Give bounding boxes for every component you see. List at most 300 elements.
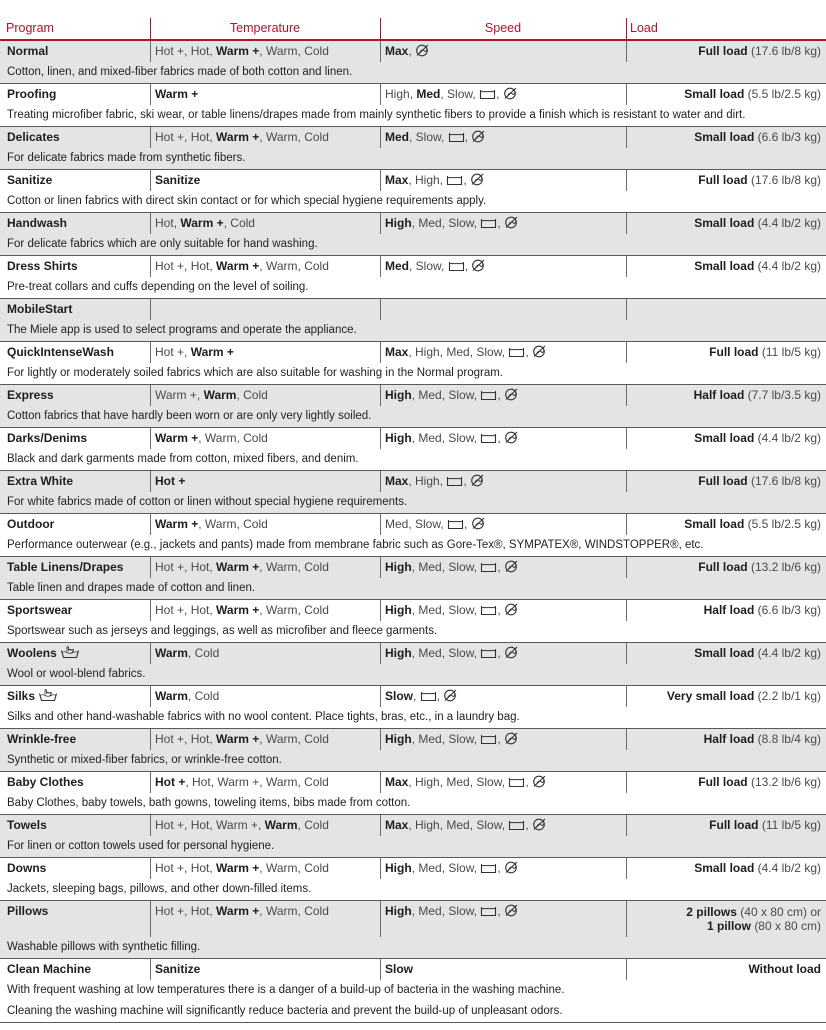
load-label: Full load: [709, 345, 759, 359]
separator-comma: ,: [297, 130, 305, 144]
no-spin-icon: [471, 516, 486, 530]
load-label: Small load: [694, 130, 755, 144]
column-divider: [380, 41, 381, 62]
program-description: Jackets, sleeping bags, pillows, and other down-filled items.: [7, 883, 312, 895]
column-divider: [626, 514, 627, 535]
program-row: [0, 385, 826, 428]
load-label: Small load: [694, 216, 755, 230]
program-temperature: [155, 600, 377, 621]
separator-comma: ,: [259, 560, 266, 574]
speed-option: High: [385, 904, 412, 918]
separator-comma: ,: [408, 818, 416, 832]
temperature-option: Warm +: [216, 732, 260, 746]
temperature-option: Hot: [190, 732, 210, 746]
program-name: [7, 127, 149, 148]
program-description: Pre-treat collars and cuffs depending on the level of soiling.: [7, 281, 309, 293]
separator-comma: ,: [411, 388, 419, 402]
program-name-text: Delicates: [7, 130, 60, 144]
load-label: Full load: [698, 474, 748, 488]
program-name-text: Wrinkle-free: [7, 732, 77, 746]
separator-comma: ,: [209, 904, 217, 918]
temperature-option: Warm: [155, 646, 188, 660]
program-temperature: [155, 342, 377, 363]
temperature-option: Hot: [190, 861, 210, 875]
speed-option: Max: [385, 474, 409, 488]
load-amount: (11 lb/5 kg): [761, 345, 821, 359]
temperature-option: Warm: [204, 431, 237, 445]
temperature-option: Hot: [190, 560, 210, 574]
load-label: Small load: [684, 517, 745, 531]
program-speed: [385, 901, 623, 937]
no-spin-icon: [504, 387, 519, 401]
separator-comma: ,: [411, 646, 419, 660]
program-row: [0, 213, 826, 256]
column-divider: [626, 256, 627, 277]
temperature-option: Warm: [265, 560, 298, 574]
column-divider: [380, 643, 381, 664]
separator-comma: ,: [411, 560, 419, 574]
temperature-option: Warm +: [190, 345, 234, 359]
program-name-text: Sportswear: [7, 603, 73, 617]
program-main-line: [0, 342, 826, 363]
column-divider: [626, 557, 627, 578]
rinse-hold-icon: [420, 690, 437, 702]
load-amount: (4.4 lb/2 kg): [757, 216, 821, 230]
load-amount: (11 lb/5 kg): [761, 818, 821, 832]
load-amount: (17.6 lb/8 kg): [750, 173, 821, 187]
program-main-line: [0, 643, 826, 664]
separator-comma: ,: [464, 130, 472, 144]
separator-comma: ,: [501, 345, 509, 359]
separator-comma: ,: [497, 560, 505, 574]
program-name: [7, 299, 149, 320]
column-divider: [380, 815, 381, 836]
program-name-text: Darks/Denims: [7, 431, 88, 445]
no-spin-icon: [532, 817, 547, 831]
separator-comma: ,: [497, 646, 505, 660]
separator-comma: ,: [525, 818, 533, 832]
speed-option: Med: [418, 603, 442, 617]
load-amount: (80 x 80 cm): [754, 919, 821, 933]
separator-comma: ,: [439, 173, 447, 187]
program-speed: [385, 514, 623, 535]
program-row: [0, 600, 826, 643]
separator-comma: ,: [209, 44, 217, 58]
program-speed: [385, 127, 623, 148]
program-description: Sportswear such as jerseys and leggings, as well as microfiber and fleece garments.: [7, 625, 438, 637]
temperature-option: Hot +: [155, 818, 185, 832]
program-main-line: [0, 170, 826, 191]
separator-comma: ,: [236, 517, 244, 531]
column-divider: [380, 901, 381, 937]
speed-option: High: [415, 775, 440, 789]
column-divider: [626, 84, 627, 105]
program-load: [629, 41, 821, 62]
column-divider: [626, 858, 627, 879]
separator-comma: ,: [501, 775, 509, 789]
column-divider: [150, 428, 151, 449]
no-spin-icon: [504, 645, 519, 659]
speed-option: Slow: [448, 431, 474, 445]
temperature-option: Hot: [190, 130, 210, 144]
column-divider: [150, 256, 151, 277]
temperature-option: Cold: [304, 904, 329, 918]
temperature-option: Cold: [230, 216, 255, 230]
separator-comma: ,: [259, 904, 266, 918]
program-description: Silks and other hand-washable fabrics with no wool content. Place tights, bras, etc., in a laundry bag.: [7, 711, 520, 723]
program-main-line: [0, 299, 826, 320]
load-amount: (4.4 lb/2 kg): [757, 646, 821, 660]
column-divider: [626, 428, 627, 449]
separator-comma: ,: [184, 130, 191, 144]
program-row: [0, 901, 826, 959]
no-spin-icon: [532, 344, 547, 358]
column-divider: [626, 772, 627, 793]
program-description: Table linen and drapes made of cotton and linen.: [7, 582, 256, 594]
separator-comma: ,: [497, 603, 505, 617]
column-divider: [380, 342, 381, 363]
program-temperature: [155, 686, 377, 707]
program-row: [0, 471, 826, 514]
separator-comma: ,: [525, 775, 533, 789]
separator-comma: ,: [198, 431, 205, 445]
column-divider: [150, 557, 151, 578]
speed-option: Slow: [385, 689, 414, 703]
separator-comma: ,: [408, 173, 416, 187]
separator-comma: ,: [473, 646, 481, 660]
separator-comma: ,: [469, 775, 477, 789]
program-list: [0, 41, 826, 1023]
program-temperature: [155, 729, 377, 750]
program-temperature: [155, 815, 377, 836]
load-amount: (7.7 lb/3.5 kg): [747, 388, 821, 402]
program-name-text: Sanitize: [7, 173, 53, 187]
speed-option: Med: [418, 216, 442, 230]
separator-comma: ,: [257, 818, 265, 832]
temperature-option: Hot +: [155, 345, 185, 359]
separator-comma: ,: [441, 216, 449, 230]
column-divider: [150, 686, 151, 707]
program-name: [7, 600, 149, 621]
separator-comma: ,: [297, 775, 305, 789]
column-divider: [380, 514, 381, 535]
speed-option: Med: [418, 732, 442, 746]
load-amount: (17.6 lb/8 kg): [750, 474, 821, 488]
separator-comma: ,: [259, 861, 266, 875]
column-divider: [380, 600, 381, 621]
program-temperature: [155, 213, 377, 234]
speed-option: Max: [385, 775, 409, 789]
speed-option: High: [385, 560, 412, 574]
separator-comma: ,: [198, 517, 205, 531]
separator-comma: ,: [411, 603, 419, 617]
temperature-option: Hot: [190, 44, 210, 58]
column-divider: [150, 471, 151, 492]
program-main-line: [0, 600, 826, 621]
program-temperature: [155, 514, 377, 535]
column-divider: [380, 858, 381, 879]
program-name: [7, 41, 149, 62]
program-description: Cotton, linen, and mixed-fiber fabrics made of both cotton and linen.: [7, 66, 353, 78]
load-label: Small load: [694, 431, 755, 445]
program-row: [0, 41, 826, 84]
speed-option: Slow: [415, 130, 442, 144]
program-name-text: Extra White: [7, 474, 74, 488]
separator-comma: ,: [464, 517, 471, 531]
separator-comma: ,: [441, 861, 449, 875]
column-divider: [150, 600, 151, 621]
program-load: [629, 959, 821, 980]
separator-comma: ,: [259, 44, 266, 58]
program-description: For delicate fabrics made from synthetic fibers.: [7, 152, 246, 164]
load-label: Small load: [684, 87, 745, 101]
program-description: Wool or wool-blend fabrics.: [7, 668, 146, 680]
separator-comma: ,: [259, 732, 266, 746]
load-amount: (17.6 lb/8 kg): [750, 44, 821, 58]
separator-comma: ,: [473, 904, 481, 918]
no-spin-icon: [471, 258, 486, 272]
program-name: [7, 959, 149, 980]
program-row: [0, 342, 826, 385]
temperature-option: Hot +: [155, 775, 186, 789]
column-divider: [150, 729, 151, 750]
separator-comma: ,: [259, 603, 266, 617]
speed-option: Max: [385, 173, 409, 187]
separator-comma: ,: [441, 560, 449, 574]
rinse-hold-icon: [508, 776, 525, 788]
separator-comma: ,: [184, 560, 191, 574]
separator-comma: ,: [469, 818, 477, 832]
separator-comma: ,: [297, 603, 305, 617]
temperature-option: Hot +: [155, 904, 185, 918]
temperature-option: Warm +: [155, 388, 197, 402]
speed-option: Med: [385, 517, 409, 531]
column-divider: [380, 256, 381, 277]
separator-comma: ,: [209, 560, 217, 574]
load-amount: (8.8 lb/4 kg): [757, 732, 821, 746]
program-main-line: [0, 858, 826, 879]
speed-option: Slow: [448, 861, 474, 875]
program-main-line: [0, 514, 826, 535]
temperature-option: Warm: [264, 818, 298, 832]
temperature-option: Cold: [304, 732, 329, 746]
rinse-hold-icon: [480, 862, 497, 874]
no-spin-icon: [504, 860, 519, 874]
program-load: [629, 342, 821, 363]
separator-comma: ,: [496, 87, 503, 101]
separator-comma: ,: [473, 560, 481, 574]
header-temperature: Temperature: [229, 21, 301, 35]
rinse-hold-icon: [508, 346, 525, 358]
program-description: With frequent washing at low temperatures there is a danger of a build-up of bacteria in the washing machine.: [7, 984, 565, 996]
speed-option: High: [385, 431, 412, 445]
separator-comma: ,: [409, 87, 417, 101]
program-name: [7, 643, 149, 664]
program-main-line: [0, 213, 826, 234]
separator-comma: ,: [408, 345, 416, 359]
separator-comma: ,: [297, 732, 305, 746]
separator-comma: ,: [297, 44, 305, 58]
speed-option: Med: [385, 259, 409, 273]
temperature-option: Hot +: [155, 603, 185, 617]
load-label: Half load: [703, 603, 755, 617]
temperature-option: Sanitize: [155, 962, 201, 976]
speed-option: High: [385, 216, 412, 230]
program-row: [0, 858, 826, 901]
temperature-option: Cold: [304, 560, 329, 574]
program-speed: [385, 772, 623, 793]
column-divider: [626, 299, 627, 320]
program-name-text: Express: [7, 388, 54, 402]
program-main-line: [0, 127, 826, 148]
load-amount: (4.4 lb/2 kg): [757, 431, 821, 445]
rinse-hold-icon: [480, 432, 497, 444]
program-row: [0, 959, 826, 1023]
program-name: [7, 428, 149, 449]
program-temperature: [155, 959, 377, 980]
program-load: [629, 901, 821, 937]
program-load: [629, 256, 821, 277]
program-name: [7, 858, 149, 879]
program-description: Cotton fabrics that have hardly been worn or are only very lightly soiled.: [7, 410, 372, 422]
temperature-option: Warm +: [216, 44, 260, 58]
separator-comma: ,: [411, 732, 419, 746]
speed-option: Max: [385, 44, 409, 58]
program-speed: [385, 557, 623, 578]
program-temperature: [155, 471, 377, 492]
program-name-text: Normal: [7, 44, 49, 58]
temperature-option: Warm +: [216, 818, 258, 832]
separator-comma: ,: [259, 775, 266, 789]
temperature-option: Warm +: [155, 431, 199, 445]
separator-comma: ,: [408, 44, 416, 58]
program-load: [629, 127, 821, 148]
program-name: [7, 557, 149, 578]
program-name: [7, 256, 149, 277]
column-divider: [626, 342, 627, 363]
speed-option: Med: [385, 130, 409, 144]
temperature-option: Warm: [265, 861, 298, 875]
separator-comma: ,: [411, 431, 419, 445]
separator-comma: ,: [440, 87, 448, 101]
program-load: [629, 729, 821, 750]
temperature-option: Warm: [265, 732, 298, 746]
rinse-hold-icon: [480, 905, 497, 917]
program-load: [629, 385, 821, 406]
program-name: [7, 729, 149, 750]
speed-option: High: [385, 388, 412, 402]
separator-comma: ,: [411, 904, 419, 918]
speed-option: Med: [446, 818, 470, 832]
separator-comma: ,: [439, 345, 447, 359]
separator-comma: ,: [497, 904, 505, 918]
program-row: [0, 127, 826, 170]
column-divider: [380, 959, 381, 980]
rinse-hold-icon: [448, 260, 465, 272]
program-row: [0, 170, 826, 213]
temperature-option: Warm: [265, 259, 298, 273]
speed-option: Slow: [448, 388, 474, 402]
program-row: [0, 686, 826, 729]
no-spin-icon: [503, 86, 518, 100]
separator-comma: ,: [297, 259, 305, 273]
load-label: Full load: [698, 560, 748, 574]
program-temperature: [155, 170, 377, 191]
load-amount: (6.6 lb/3 kg): [757, 603, 821, 617]
separator-comma: ,: [525, 345, 533, 359]
speed-option: Med: [446, 345, 470, 359]
no-spin-icon: [470, 473, 485, 487]
column-divider: [380, 127, 381, 148]
no-spin-icon: [470, 172, 485, 186]
separator-comma: ,: [408, 517, 416, 531]
program-row: [0, 729, 826, 772]
temperature-option: Hot: [155, 216, 174, 230]
header-divider: [626, 18, 627, 39]
program-temperature: [155, 858, 377, 879]
temperature-option: Hot +: [155, 130, 185, 144]
temperature-option: Warm +: [155, 517, 199, 531]
program-name: [7, 772, 149, 793]
program-name-text: Table Linens/Drapes: [7, 560, 124, 574]
separator-comma: ,: [411, 216, 419, 230]
load-label: Full load: [698, 173, 748, 187]
temperature-option: Warm: [265, 775, 298, 789]
no-spin-icon: [532, 774, 547, 788]
program-name-text: QuickIntenseWash: [7, 345, 114, 359]
column-divider: [380, 471, 381, 492]
speed-option: High: [415, 173, 440, 187]
load-label: Half load: [703, 732, 755, 746]
rinse-hold-icon: [480, 647, 497, 659]
rinse-hold-icon: [479, 88, 496, 100]
load-label: Very small load: [666, 689, 755, 703]
load-amount: (40 x 80 cm) or: [740, 905, 821, 919]
rinse-hold-icon: [480, 389, 497, 401]
program-name-text: Baby Clothes: [7, 775, 84, 789]
header-speed: Speed: [484, 21, 522, 35]
program-row: [0, 557, 826, 600]
load-label: Half load: [693, 388, 745, 402]
program-temperature: [155, 299, 377, 320]
temperature-option: Cold: [304, 603, 329, 617]
separator-comma: ,: [413, 689, 420, 703]
separator-comma: ,: [184, 44, 191, 58]
program-main-line: [0, 729, 826, 750]
column-divider: [380, 299, 381, 320]
temperature-option: Warm: [203, 388, 237, 402]
rinse-hold-icon: [480, 733, 497, 745]
program-name-text: Towels: [7, 818, 47, 832]
program-load: [629, 858, 821, 879]
load-label: Small load: [694, 861, 755, 875]
program-description: For white fabrics made of cotton or linen without special hygiene requirements.: [7, 496, 408, 508]
column-divider: [626, 213, 627, 234]
separator-comma: ,: [187, 689, 195, 703]
program-name: [7, 213, 149, 234]
program-speed: [385, 342, 623, 363]
column-divider: [380, 686, 381, 707]
speed-option: Slow: [448, 732, 474, 746]
temperature-option: Warm +: [216, 259, 260, 273]
no-spin-icon: [504, 731, 519, 745]
separator-comma: ,: [408, 474, 416, 488]
temperature-option: Hot: [190, 603, 210, 617]
program-description: Washable pillows with synthetic filling.: [7, 941, 201, 953]
temperature-option: Cold: [304, 861, 329, 875]
speed-option: High: [385, 603, 412, 617]
column-divider: [380, 385, 381, 406]
